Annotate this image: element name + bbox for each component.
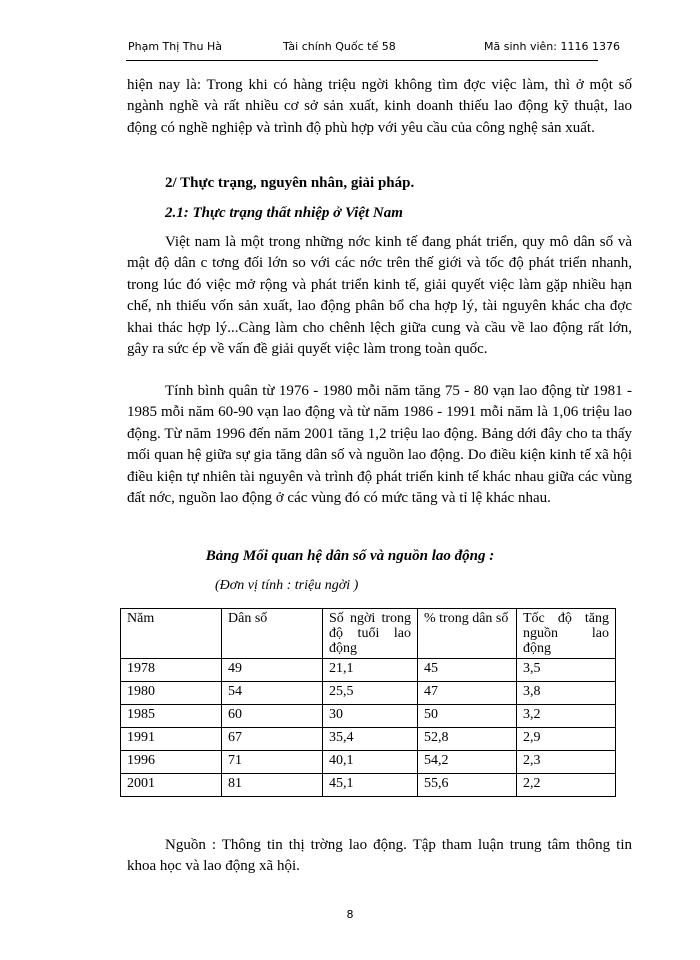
header-author: Phạm Thị Thu Hà: [128, 40, 222, 53]
table-cell: 52,8: [418, 728, 517, 751]
table-cell: 2001: [121, 774, 222, 797]
table-cell: 2,9: [517, 728, 616, 751]
table-header-row: [121, 609, 616, 659]
table-cell: 67: [222, 728, 323, 751]
table-cell: 2,3: [517, 751, 616, 774]
paragraph-statistics: Tính bình quân từ 1976 - 1980 mỗi năm tăng 75 - 80 vạn lao động từ 1981 - 1985 mỗi năm 60-90 vạn lao động và từ năm 1986 - 1991 mỗi năm là 1,06 triệu lao động. Từ năm 1996 đến năm 2001 tăng 1,2 triệu lao động. Bảng dới đây cho ta thấy mối quan hệ giữa sự gia tăng dân số và nguồn lao động. Do điều kiện kinh tế xã hội điều kiện tự nhiên tài nguyên và trình độ phát triển kinh tế khác nhau giữa các vùng đất nớc, nguồn lao động ở các vùng đó có mức tăng và tỉ lệ khác nhau.: [127, 383, 632, 507]
subsection-heading: 2.1: Thực trạng thất nhiệp ở Việt Nam: [165, 205, 403, 221]
table-cell: 3,8: [517, 682, 616, 705]
table-unit: (Đơn vị tính : triệu ngời ): [215, 578, 359, 593]
table-cell: 35,4: [323, 728, 418, 751]
table-cell: 81: [222, 774, 323, 797]
table-cell: 54,2: [418, 751, 517, 774]
table-cell: 25,5: [323, 682, 418, 705]
table-header-cell: % trong dân số: [418, 609, 517, 659]
table-cell: 1996: [121, 751, 222, 774]
paragraph-situation: Việt nam là một trong những nớc kinh tế đang phát triển, quy mô dân số và mật độ dân c tơng đối lớn so với các nớc trên thế giới và tốc độ phát triển nhanh, trong lúc đó việc mở rộng và phát triển kinh tế, giải quyết việc làm gặp nhiều hạn chế, nh thiếu vốn sản xuất, lao động phân bổ cha hợp lý, tài nguyên khác cha đợc khai thác hợp lý...Càng làm cho chênh lệch giữa cung và cầu về lao động rất lớn, gây ra sức ép về vấn đề giải quyết việc làm trong toàn quốc.: [127, 234, 632, 358]
paragraph-source: Nguồn : Thông tin thị trờng lao động. Tập tham luận trung tâm thông tin khoa học và lao động xã hội.: [127, 837, 632, 875]
paragraph-intro: hiện nay là: Trong khi có hàng triệu ngời không tìm đợc việc làm, thì ở một số ngành nghề và rất nhiều cơ sở sản xuất, kinh doanh thiếu lao động kỹ thuật, lao động có nghề nghiệp và trình độ phù hợp với yêu cầu của công nghệ sản xuất.: [127, 77, 632, 136]
table-cell: 47: [418, 682, 517, 705]
table-row: [121, 751, 616, 774]
table-cell: 1985: [121, 705, 222, 728]
table-cell: 2,2: [517, 774, 616, 797]
table-cell: 1978: [121, 659, 222, 682]
table-header-cell: Số ngời trong độ tuổi lao động: [323, 609, 418, 659]
table-header-cell: Năm: [121, 609, 222, 659]
table-row: [121, 774, 616, 797]
page-number: 8: [346, 908, 354, 921]
table-cell: 1980: [121, 682, 222, 705]
page-header: [128, 40, 620, 56]
header-class: Tài chính Quốc tế 58: [283, 40, 396, 53]
table-row: [121, 659, 616, 682]
table-cell: 45: [418, 659, 517, 682]
header-divider: [126, 60, 598, 61]
table-cell: 45,1: [323, 774, 418, 797]
table-caption: Bảng Mối quan hệ dân số và nguồn lao động :: [205, 548, 495, 564]
table-cell: 3,2: [517, 705, 616, 728]
table-cell: 30: [323, 705, 418, 728]
table-cell: 54: [222, 682, 323, 705]
table-row: [121, 705, 616, 728]
header-student-id: Mã sinh viên: 1116 1376: [484, 40, 620, 53]
table-cell: 55,6: [418, 774, 517, 797]
section-heading: 2/ Thực trạng, nguyên nhân, giải pháp.: [165, 175, 415, 191]
table-row: [121, 682, 616, 705]
table-cell: 71: [222, 751, 323, 774]
table-row: [121, 728, 616, 751]
table-cell: 1991: [121, 728, 222, 751]
table-cell: 21,1: [323, 659, 418, 682]
table-cell: 49: [222, 659, 323, 682]
table-cell: 3,5: [517, 659, 616, 682]
table-cell: 50: [418, 705, 517, 728]
table-cell: 60: [222, 705, 323, 728]
table-cell: 40,1: [323, 751, 418, 774]
population-labor-table: [120, 608, 616, 797]
table-header-cell: Dân số: [222, 609, 323, 659]
table-header-cell: Tốc độ tăng nguồn lao động: [517, 609, 616, 659]
